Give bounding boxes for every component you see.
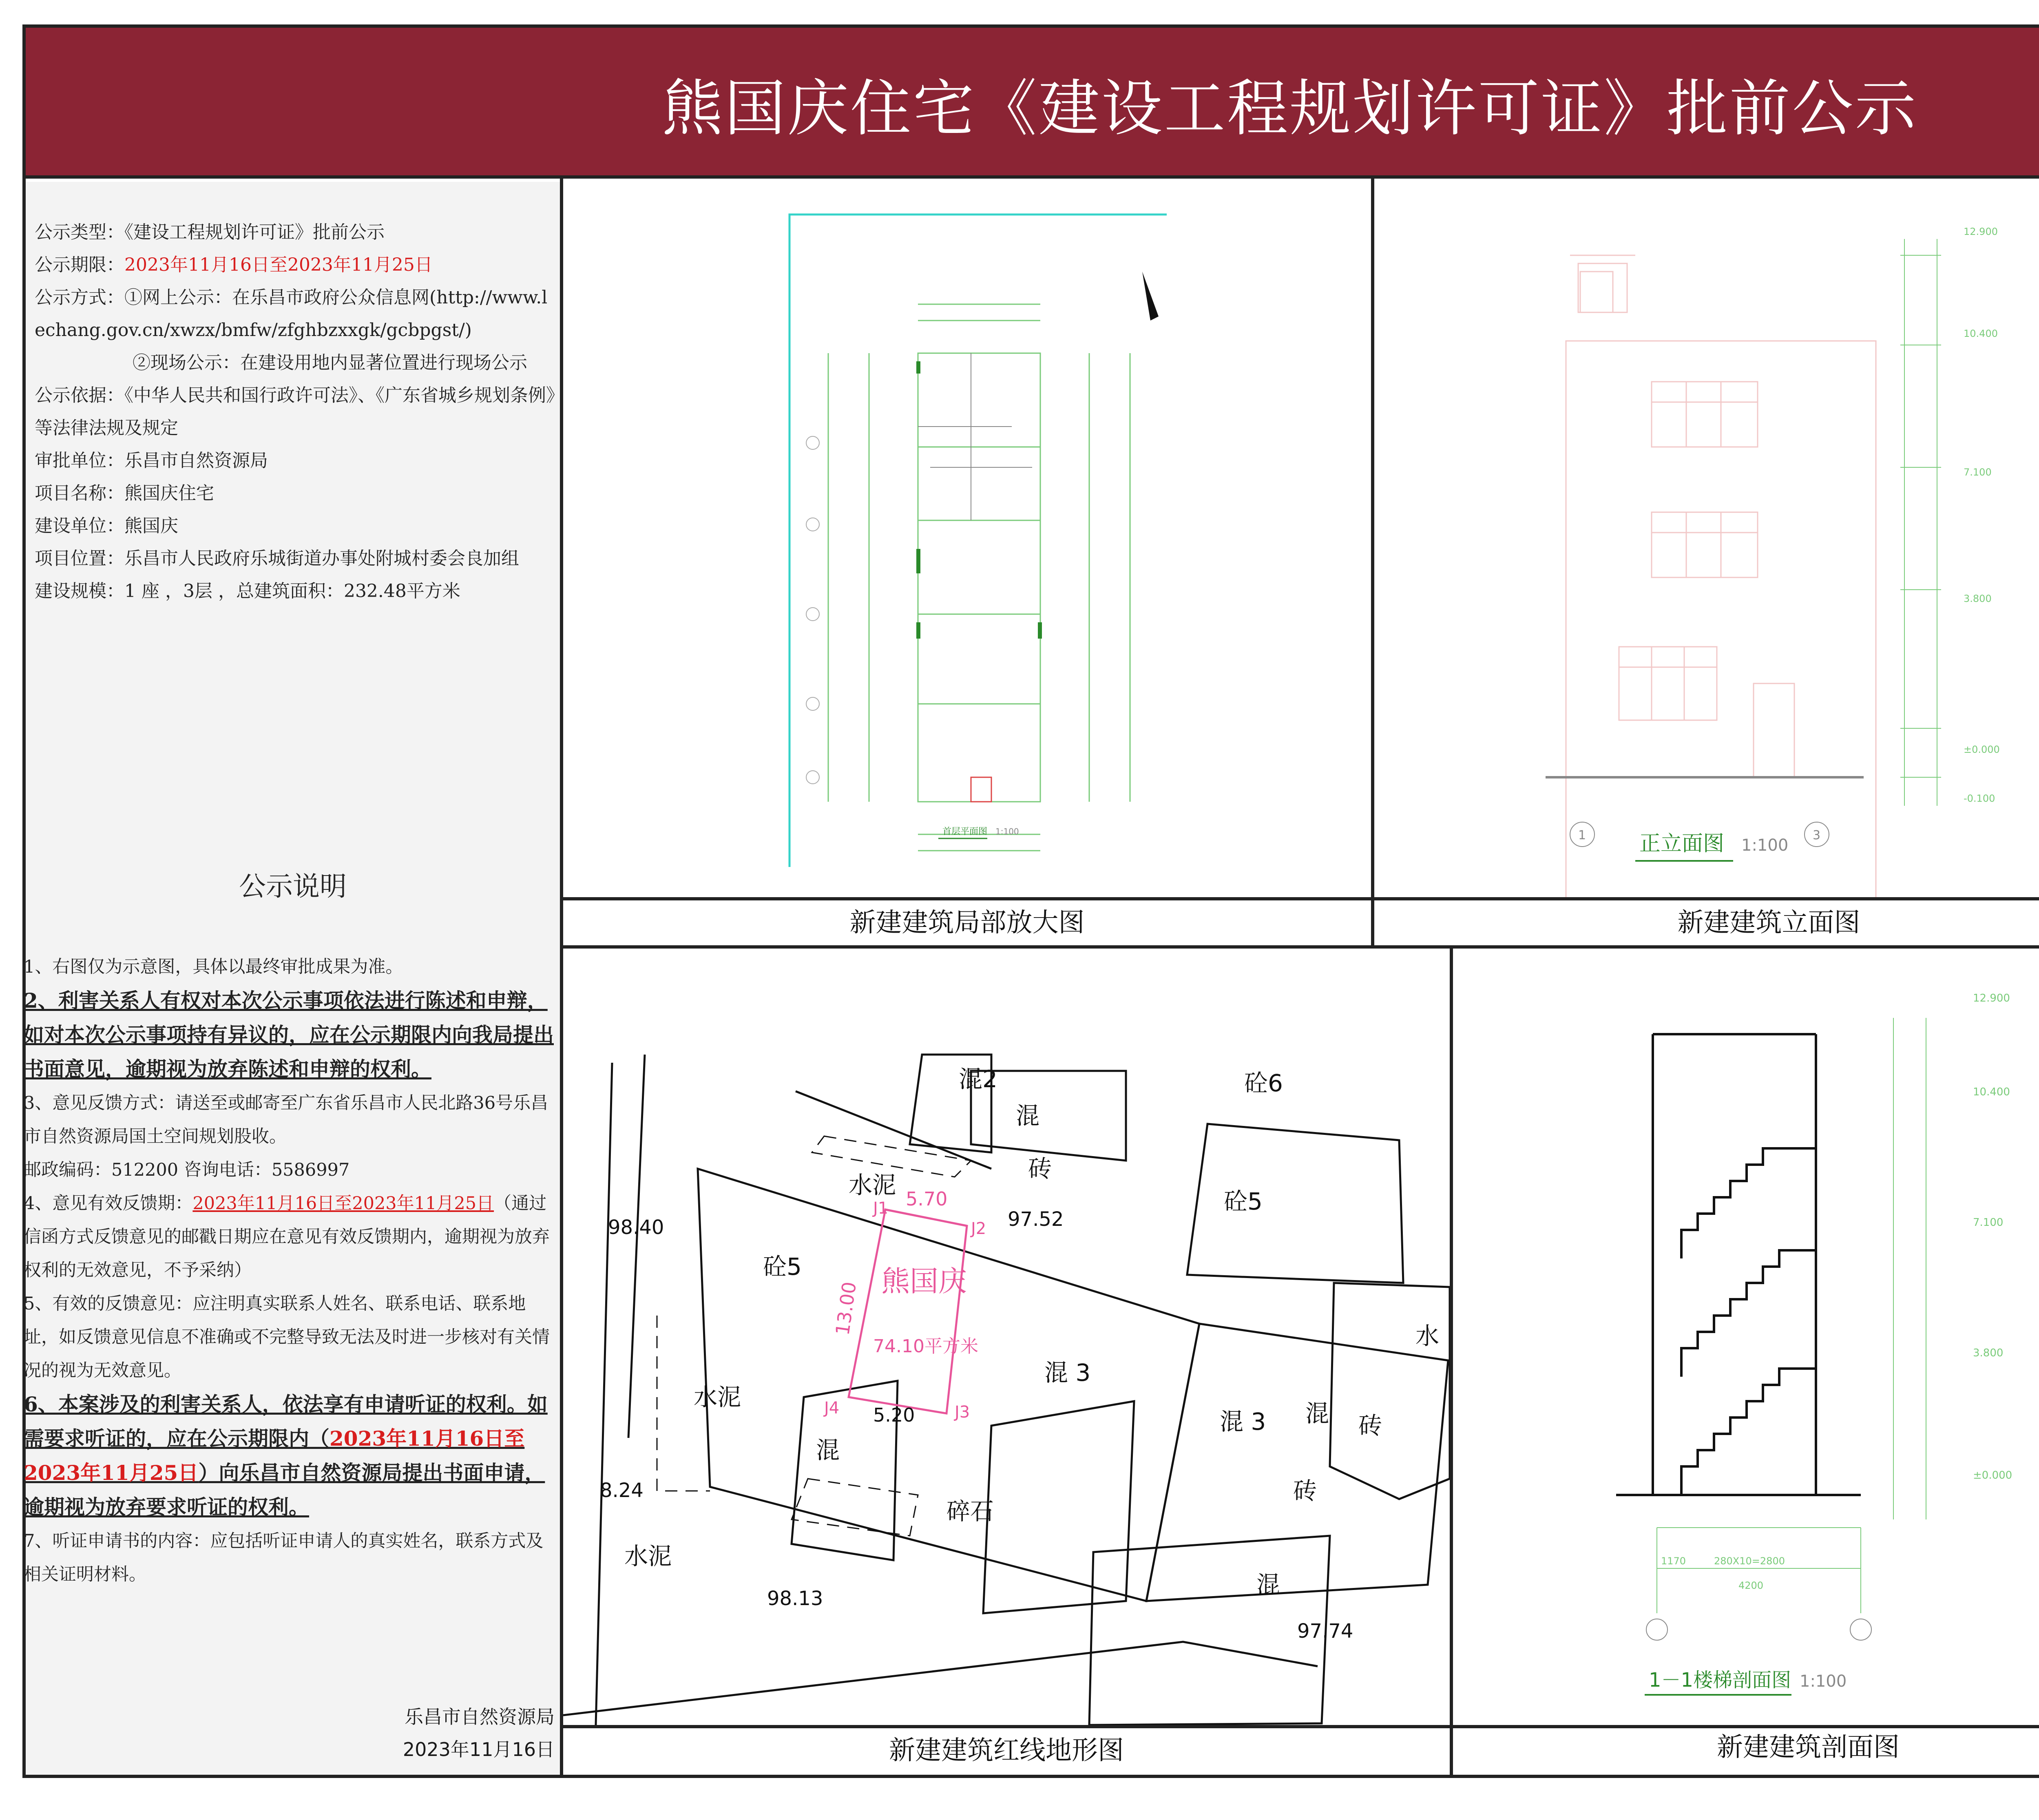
elev-axis-3: 3 xyxy=(1813,828,1821,843)
note-3: 3、意见反馈方式：请送至或邮寄至广东省乐昌市人民北路36号乐昌市自然资源局国土空间规划股收。 xyxy=(24,1093,548,1147)
section-scale: 1:100 xyxy=(1800,1672,1847,1691)
signoff-org: 乐昌市自然资源局 xyxy=(405,1706,555,1728)
section-level-1: 12.900 xyxy=(1973,992,2010,1004)
divider-bottom-middle xyxy=(1450,945,1453,1775)
section-level-5: ±0.000 xyxy=(1973,1469,2012,1482)
note-7: 7、听证申请书的内容：应包括听证申请人的真实姓名，联系方式及相关证明材料。 xyxy=(24,1531,544,1585)
map-label-hun2: 混2 xyxy=(959,1065,997,1093)
section-dim-3: 4200 xyxy=(1738,1580,1764,1591)
elev-level-1: 12.900 xyxy=(1964,226,1998,237)
map-elev-5: 97.74 xyxy=(1297,1620,1353,1643)
footer xyxy=(1998,1782,2039,1815)
map-label-hun-b: 混 xyxy=(1305,1400,1329,1427)
map-label-shuini-c: 水泥 xyxy=(624,1542,672,1570)
redline-dim-top: 5.70 xyxy=(906,1188,948,1210)
point-j3: J3 xyxy=(955,1403,970,1422)
section-drawing xyxy=(1453,949,2039,1725)
map-elev-4: 98.13 xyxy=(767,1587,823,1610)
elev-level-3: 7.100 xyxy=(1964,467,1992,478)
point-j2: J2 xyxy=(971,1219,986,1238)
caption-plan: 新建建筑局部放大图 xyxy=(849,908,1085,938)
info-location: 项目位置：乐昌市人民政府乐城街道办事处附城村委会良加组 xyxy=(35,548,519,569)
note-6: 6、本案涉及的利害关系人，依法享有申请听证的权利。如需要求听证的，应在公示期限内（2023年11月16日至2023年11月25日）向乐昌市自然资源局提出书面申请，逾期视为放弃要求听证的权利。 xyxy=(24,1392,548,1519)
caption-elevation: 新建建筑立面图 xyxy=(1677,908,1860,938)
note-5: 5、有效的反馈意见：应注明真实联系人姓名、联系电话、联系地址，如反馈意见信息不准确或不完整导致无法及时进一步核对有关情况的视为无效意见。 xyxy=(24,1294,550,1381)
redline-dim-bottom: 5.20 xyxy=(873,1404,915,1426)
divider-left xyxy=(560,179,563,1775)
note-4: 4、意见有效反馈期：2023年11月16日至2023年11月25日（通过信函方式反馈意见的邮戳日期应在意见有效反馈期内，逾期视为放弃权利的无效意见，不予采纳） xyxy=(24,1193,550,1280)
section-level-3: 7.100 xyxy=(1973,1216,2004,1229)
caption-section: 新建建筑剖面图 xyxy=(1717,1732,1900,1763)
notes-title: 公示说明 xyxy=(239,871,347,902)
elev-level-2: 10.400 xyxy=(1964,328,1998,339)
redline-owner: 熊国庆 xyxy=(881,1265,967,1298)
elevation-drawing xyxy=(1374,182,2039,897)
map-elev-3: 8.24 xyxy=(600,1479,644,1502)
info-type: 公示类型：《建设工程规划许可证》批前公示 xyxy=(35,222,385,243)
elev-level-4: 3.800 xyxy=(1964,593,1992,604)
map-label-zhuan-b: 砖 xyxy=(1358,1412,1382,1440)
caption-redline: 新建建筑红线地形图 xyxy=(889,1736,1124,1766)
map-label-shuini-b: 水泥 xyxy=(694,1383,741,1411)
section-dim-2: 280X10=2800 xyxy=(1714,1555,1785,1567)
plan-scale: 1:100 xyxy=(995,827,1019,836)
floor-plan-drawing xyxy=(563,182,1371,897)
section-level-2: 10.400 xyxy=(1973,1086,2010,1098)
redline-dim-left: 13.00 xyxy=(831,1280,861,1337)
page-title: 熊国庆住宅《建设工程规划许可证》批前公示 xyxy=(661,73,1918,144)
caption-line-top xyxy=(560,897,2039,900)
note-2: 2、利害关系人有权对本次公示事项依法进行陈述和申辩，如对本次公示事项持有异议的，应在公示期限内向我局提出书面意见，逾期视为放弃陈述和申辩的权利。 xyxy=(24,989,554,1081)
map-label-tong6: 砼6 xyxy=(1244,1069,1283,1097)
redline-map-drawing xyxy=(563,949,1450,1725)
info-builder: 建设单位：熊国庆 xyxy=(35,515,178,536)
signoff xyxy=(245,1701,555,1766)
elev-level-6: -0.100 xyxy=(1964,793,1995,804)
point-j4: J4 xyxy=(824,1399,840,1418)
redline-area: 74.10平方米 xyxy=(873,1336,978,1357)
section-dim-1: 1170 xyxy=(1661,1555,1686,1567)
divider-top-middle xyxy=(1371,179,1374,945)
map-label-tong5-a: 砼5 xyxy=(1224,1188,1263,1215)
map-label-suishi: 碎石 xyxy=(947,1497,994,1525)
row-divider xyxy=(560,945,2039,949)
section-label: 1－1楼梯剖面图 xyxy=(1649,1669,1791,1692)
plan-label: 首层平面图 xyxy=(942,827,988,837)
signoff-date: 2023年11月16日 xyxy=(402,1738,555,1760)
map-label-hun-c: 混 xyxy=(816,1436,840,1464)
map-label-zhuan-c: 砖 xyxy=(1293,1477,1317,1505)
info-scale: 建设规模：1 座 ，3层 ，总建筑面积：232.48平方米 xyxy=(35,581,460,602)
info-project: 项目名称：熊国庆住宅 xyxy=(35,483,214,504)
map-label-zhuan-a: 砖 xyxy=(1028,1155,1052,1183)
info-approver: 审批单位：乐昌市自然资源局 xyxy=(35,450,268,471)
map-elev-2: 97.52 xyxy=(1008,1208,1064,1231)
map-label-tong5-b: 砼5 xyxy=(763,1253,802,1280)
info-method-2: ②现场公示：在建设用地内显著位置进行现场公示 xyxy=(133,352,527,373)
section-level-4: 3.800 xyxy=(1973,1347,2004,1359)
note-3b: 邮政编码：512200 咨询电话：5586997 xyxy=(24,1160,350,1180)
elev-label: 正立面图 xyxy=(1639,831,1725,856)
info-block xyxy=(35,216,557,608)
map-label-shui: 水 xyxy=(1415,1322,1440,1350)
map-label-hun-a: 混 xyxy=(1016,1102,1040,1130)
elev-axis-1: 1 xyxy=(1578,828,1586,843)
note-1: 1、右图仅为示意图，具体以最终审批成果为准。 xyxy=(24,957,403,977)
info-period: 公示期限：2023年11月16日至2023年11月25日 xyxy=(35,254,433,275)
info-method: 公示方式：①网上公示：在乐昌市政府公众信息网(http://www.lechang.gov.cn/xwzx/bmfw/zfghbzxxgk/gcbpgst/) xyxy=(35,287,548,341)
elev-scale: 1:100 xyxy=(1741,836,1789,855)
map-label-shuini-a: 水泥 xyxy=(849,1171,896,1199)
map-label-hun3-b: 混 3 xyxy=(1220,1408,1266,1435)
north-arrow-icon xyxy=(1142,272,1159,321)
map-label-hun-d: 混 xyxy=(1256,1571,1280,1599)
map-elev-1: 98.40 xyxy=(608,1216,664,1239)
info-basis: 公示依据：《中华人民共和国行政许可法》、《广东省城乡规划条例》等法律法规及规定 xyxy=(35,385,555,438)
point-j1: J1 xyxy=(873,1199,889,1218)
elev-level-5: ±0.000 xyxy=(1964,744,2000,755)
map-label-hun3-a: 混 3 xyxy=(1044,1359,1091,1387)
notes-block xyxy=(24,950,556,1591)
